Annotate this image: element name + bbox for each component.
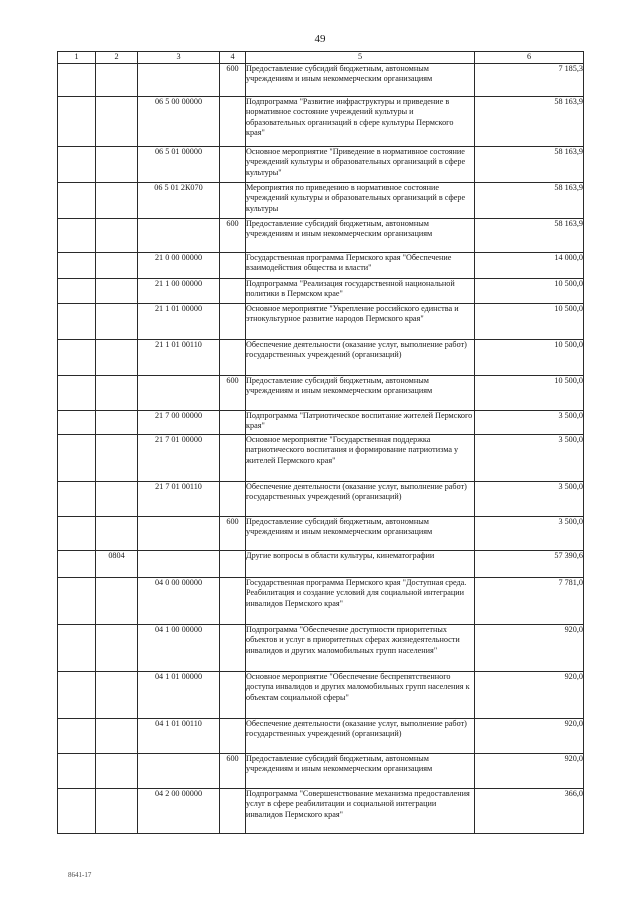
column-header-3: 3 (138, 52, 220, 64)
table-row (58, 789, 584, 834)
description-cell: Государственная программа Пермского края "Доступная среда. Реабилитация и создание условий для социальной интеграции инвалидов Пермского края" (246, 578, 475, 625)
amount-cell: 10 500,0 (475, 304, 584, 340)
row-index-cell (58, 625, 96, 672)
row-index-cell (58, 279, 96, 304)
row-index-cell (58, 219, 96, 253)
target-code-cell (138, 754, 220, 789)
target-code-cell: 04 2 00 00000 (138, 789, 220, 834)
target-code-cell: 21 1 00 00000 (138, 279, 220, 304)
row-index-cell (58, 789, 96, 834)
expense-type-cell (220, 304, 246, 340)
row-index-cell (58, 304, 96, 340)
amount-cell: 7 185,3 (475, 64, 584, 97)
section-code-cell (96, 789, 138, 834)
description-cell: Основное мероприятие "Укрепление российского единства и этнокультурное развитие народов Пермского края" (246, 304, 475, 340)
description-cell: Обеспечение деятельности (оказание услуг, выполнение работ) государственных учреждений (организаций) (246, 482, 475, 517)
table-row (58, 376, 584, 411)
description-cell: Государственная программа Пермского края "Обеспечение взаимодействия общества и власти" (246, 253, 475, 279)
expense-type-cell (220, 183, 246, 219)
expense-type-cell (220, 340, 246, 376)
description-cell: Предоставление субсидий бюджетным, автономным учреждениям и иным некоммерческим организациям (246, 219, 475, 253)
table-row (58, 551, 584, 578)
expense-type-cell (220, 789, 246, 834)
budget-table (57, 51, 584, 834)
row-index-cell (58, 517, 96, 551)
target-code-cell (138, 219, 220, 253)
row-index-cell (58, 672, 96, 719)
description-cell: Основное мероприятие "Обеспечение беспрепятственного доступа инвалидов и других маломобильных групп населения к объектам социальной сферы" (246, 672, 475, 719)
description-cell: Предоставление субсидий бюджетным, автономным учреждениям и иным некоммерческим организациям (246, 517, 475, 551)
expense-type-cell: 600 (220, 376, 246, 411)
row-index-cell (58, 183, 96, 219)
expense-type-cell: 600 (220, 64, 246, 97)
amount-cell: 58 163,9 (475, 147, 584, 183)
expense-type-cell (220, 147, 246, 183)
target-code-cell: 04 1 00 00000 (138, 625, 220, 672)
table-row (58, 219, 584, 253)
section-code-cell (96, 411, 138, 435)
target-code-cell: 06 5 01 00000 (138, 147, 220, 183)
description-cell: Обеспечение деятельности (оказание услуг, выполнение работ) государственных учреждений (организаций) (246, 340, 475, 376)
row-index-cell (58, 411, 96, 435)
amount-cell: 58 163,9 (475, 219, 584, 253)
section-code-cell (96, 253, 138, 279)
table-header-row (58, 52, 584, 64)
table-row (58, 754, 584, 789)
target-code-cell: 06 5 00 00000 (138, 97, 220, 147)
target-code-cell: 21 0 00 00000 (138, 253, 220, 279)
section-code-cell (96, 435, 138, 482)
section-code-cell: 0804 (96, 551, 138, 578)
target-code-cell (138, 517, 220, 551)
description-cell: Подпрограмма "Обеспечение доступности приоритетных объектов и услуг в приоритетных сферах жизнедеятельности инвалидов и других маломобильных групп населения" (246, 625, 475, 672)
description-cell: Предоставление субсидий бюджетным, автономным учреждениям и иным некоммерческим организациям (246, 376, 475, 411)
section-code-cell (96, 97, 138, 147)
expense-type-cell: 600 (220, 754, 246, 789)
column-header-6: 6 (475, 52, 584, 64)
amount-cell: 3 500,0 (475, 411, 584, 435)
table-row (58, 253, 584, 279)
amount-cell: 58 163,9 (475, 183, 584, 219)
section-code-cell (96, 340, 138, 376)
section-code-cell (96, 64, 138, 97)
amount-cell: 366,0 (475, 789, 584, 834)
target-code-cell: 21 7 01 00110 (138, 482, 220, 517)
table-body (58, 64, 584, 834)
column-header-1: 1 (58, 52, 96, 64)
expense-type-cell: 600 (220, 219, 246, 253)
expense-type-cell (220, 435, 246, 482)
section-code-cell (96, 183, 138, 219)
footer-code: 8641-17 (68, 871, 92, 879)
section-code-cell (96, 672, 138, 719)
amount-cell: 58 163,9 (475, 97, 584, 147)
section-code-cell (96, 517, 138, 551)
table-row (58, 147, 584, 183)
row-index-cell (58, 147, 96, 183)
expense-type-cell (220, 672, 246, 719)
table-row (58, 672, 584, 719)
amount-cell: 10 500,0 (475, 376, 584, 411)
row-index-cell (58, 376, 96, 411)
table-row (58, 578, 584, 625)
expense-type-cell (220, 719, 246, 754)
row-index-cell (58, 482, 96, 517)
expense-type-cell (220, 578, 246, 625)
row-index-cell (58, 253, 96, 279)
target-code-cell: 21 1 01 00000 (138, 304, 220, 340)
target-code-cell: 04 1 01 00000 (138, 672, 220, 719)
section-code-cell (96, 754, 138, 789)
table-row (58, 64, 584, 97)
description-cell: Подпрограмма "Совершенствование механизма предоставления услуг в сфере реабилитации и социальной интеграции инвалидов Пермского края" (246, 789, 475, 834)
amount-cell: 57 390,6 (475, 551, 584, 578)
row-index-cell (58, 340, 96, 376)
target-code-cell (138, 376, 220, 411)
section-code-cell (96, 279, 138, 304)
target-code-cell (138, 551, 220, 578)
description-cell: Предоставление субсидий бюджетным, автономным учреждениям и иным некоммерческим организациям (246, 64, 475, 97)
target-code-cell: 21 1 01 00110 (138, 340, 220, 376)
expense-type-cell (220, 97, 246, 147)
row-index-cell (58, 551, 96, 578)
amount-cell: 920,0 (475, 754, 584, 789)
row-index-cell (58, 435, 96, 482)
table-row (58, 435, 584, 482)
row-index-cell (58, 64, 96, 97)
description-cell: Подпрограмма "Развитие инфраструктуры и приведение в нормативное состояние учреждений культуры и образовательных организаций в сфере культуры Пермского края" (246, 97, 475, 147)
amount-cell: 10 500,0 (475, 279, 584, 304)
section-code-cell (96, 719, 138, 754)
amount-cell: 3 500,0 (475, 482, 584, 517)
row-index-cell (58, 754, 96, 789)
amount-cell: 920,0 (475, 719, 584, 754)
amount-cell: 920,0 (475, 672, 584, 719)
table-row (58, 625, 584, 672)
description-cell: Предоставление субсидий бюджетным, автономным учреждениям и иным некоммерческим организациям (246, 754, 475, 789)
amount-cell: 10 500,0 (475, 340, 584, 376)
expense-type-cell (220, 279, 246, 304)
table-row (58, 304, 584, 340)
section-code-cell (96, 219, 138, 253)
row-index-cell (58, 97, 96, 147)
target-code-cell: 04 1 01 00110 (138, 719, 220, 754)
section-code-cell (96, 376, 138, 411)
description-cell: Обеспечение деятельности (оказание услуг, выполнение работ) государственных учреждений (организаций) (246, 719, 475, 754)
expense-type-cell (220, 625, 246, 672)
description-cell: Подпрограмма "Патриотическое воспитание жителей Пермского края" (246, 411, 475, 435)
expense-type-cell (220, 411, 246, 435)
amount-cell: 920,0 (475, 625, 584, 672)
table-row (58, 340, 584, 376)
page-number: 49 (314, 33, 326, 45)
section-code-cell (96, 625, 138, 672)
amount-cell: 3 500,0 (475, 435, 584, 482)
target-code-cell: 04 0 00 00000 (138, 578, 220, 625)
section-code-cell (96, 482, 138, 517)
table-row (58, 411, 584, 435)
description-cell: Мероприятия по приведению в нормативное состояние учреждений культуры и образовательных организаций в сфере культуры (246, 183, 475, 219)
row-index-cell (58, 578, 96, 625)
column-header-4: 4 (220, 52, 246, 64)
expense-type-cell (220, 253, 246, 279)
target-code-cell (138, 64, 220, 97)
amount-cell: 7 781,0 (475, 578, 584, 625)
target-code-cell: 06 5 01 2К070 (138, 183, 220, 219)
description-cell: Основное мероприятие "Государственная поддержка патриотического воспитания и формирование патриотизма у жителей Пермского края" (246, 435, 475, 482)
table-row (58, 183, 584, 219)
section-code-cell (96, 578, 138, 625)
row-index-cell (58, 719, 96, 754)
expense-type-cell (220, 482, 246, 517)
table-row (58, 279, 584, 304)
expense-type-cell: 600 (220, 517, 246, 551)
description-cell: Другие вопросы в области культуры, кинематографии (246, 551, 475, 578)
table-row (58, 517, 584, 551)
section-code-cell (96, 147, 138, 183)
table-row (58, 482, 584, 517)
target-code-cell: 21 7 00 00000 (138, 411, 220, 435)
amount-cell: 14 000,0 (475, 253, 584, 279)
target-code-cell: 21 7 01 00000 (138, 435, 220, 482)
column-header-2: 2 (96, 52, 138, 64)
column-header-5: 5 (246, 52, 475, 64)
description-cell: Основное мероприятие "Приведение в нормативное состояние учреждений культуры и образовательных организаций в сфере культуры" (246, 147, 475, 183)
section-code-cell (96, 304, 138, 340)
expense-type-cell (220, 551, 246, 578)
description-cell: Подпрограмма "Реализация государственной национальной политики в Пермском крае" (246, 279, 475, 304)
amount-cell: 3 500,0 (475, 517, 584, 551)
table-row (58, 97, 584, 147)
table-row (58, 719, 584, 754)
